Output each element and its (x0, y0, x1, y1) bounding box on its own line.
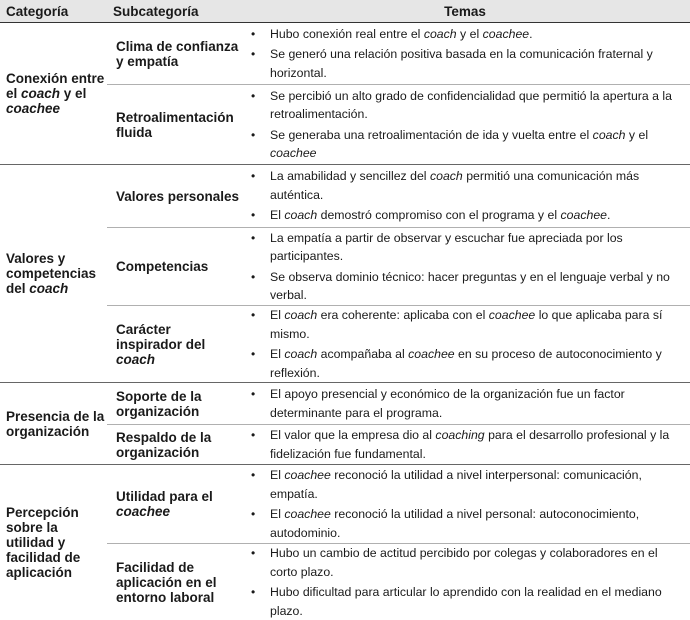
subcategory-cell: Soporte de la organización (107, 383, 240, 425)
theme-text: La amabilidad y sencillez del coach permitió una comunicación más auténtica. (270, 169, 639, 202)
theme-text: El coach era coherente: aplicaba con el coachee lo que aplicaba para sí mismo. (270, 308, 662, 341)
themes-list (240, 466, 690, 542)
bullet-icon: • (251, 167, 255, 186)
bullet-icon: • (251, 505, 255, 524)
themes-list (240, 426, 690, 463)
header-temas: Temas (240, 0, 690, 23)
subcategory-cell: Retroalimentación fluida (107, 85, 240, 165)
theme-text: El coach demostró compromiso con el programa y el coachee. (270, 208, 610, 222)
subcategory-cell: Competencias (107, 228, 240, 306)
subcategory-cell: Carácter inspirador del coach (107, 306, 240, 383)
bullet-icon: • (251, 583, 255, 602)
bullet-icon: • (251, 206, 255, 225)
list-item (240, 87, 690, 124)
themes-list (240, 385, 690, 422)
subcategory-cell: Respaldo de la organización (107, 425, 240, 465)
list-item (240, 206, 690, 225)
themes-list (240, 229, 690, 305)
list-item (240, 385, 690, 422)
list-item (240, 25, 690, 44)
theme-text: Hubo un cambio de actitud percibido por colegas y colaboradores en el corto plazo. (270, 546, 658, 579)
bullet-icon: • (251, 544, 255, 563)
theme-text: Hubo conexión real entre el coach y el coachee. (270, 27, 533, 41)
bullet-icon: • (251, 87, 255, 106)
theme-text: Se percibió un alto grado de confidencialidad que permitió la apertura a la retroalimentación. (270, 89, 672, 122)
list-item (240, 426, 690, 463)
subcategory-cell: Valores personales (107, 165, 240, 228)
subcategory-cell: Utilidad para el coachee (107, 465, 240, 544)
table-row (0, 465, 690, 544)
theme-text: Se generó una relación positiva basada en la comunicación fraternal y horizontal. (270, 47, 653, 80)
theme-text: Se observa dominio técnico: hacer preguntas y en el lenguaje verbal y no verbal. (270, 270, 670, 303)
bullet-icon: • (251, 466, 255, 485)
theme-text: La empatía a partir de observar y escuchar fue apreciada por los participantes. (270, 231, 623, 264)
list-item (240, 466, 690, 503)
bullet-icon: • (251, 385, 255, 404)
bullet-icon: • (251, 45, 255, 64)
header-subcategoria: Subcategoría (107, 0, 240, 23)
category-cell: Percepción sobre la utilidad y facilidad de aplicación (0, 465, 107, 620)
bullet-icon: • (251, 229, 255, 248)
header-categoria: Categoría (0, 0, 107, 23)
subcategory-cell: Facilidad de aplicación en el entorno laboral (107, 544, 240, 620)
table-row (0, 23, 690, 85)
list-item (240, 45, 690, 82)
category-cell: Valores y competencias del coach (0, 165, 107, 383)
list-item (240, 268, 690, 305)
themes-list (240, 87, 690, 163)
category-cell: Conexión entre el coach y el coachee (0, 23, 107, 165)
list-item (240, 126, 690, 163)
bullet-icon: • (251, 306, 255, 325)
list-item (240, 229, 690, 266)
list-item (240, 544, 690, 581)
theme-text: El coach acompañaba al coachee en su proceso de autoconocimiento y reflexión. (270, 347, 662, 380)
bullet-icon: • (251, 345, 255, 364)
header-row (0, 0, 690, 23)
bullet-icon: • (251, 426, 255, 445)
theme-text: El coachee reconoció la utilidad a nivel interpersonal: comunicación, empatía. (270, 468, 642, 501)
themes-list (240, 306, 690, 382)
theme-text: El apoyo presencial y económico de la organización fue un factor determinante para el programa. (270, 387, 625, 420)
theme-text: Hubo dificultad para articular lo aprendido con la realidad en el mediano plazo. (270, 585, 662, 618)
theme-text: El coachee reconoció la utilidad a nivel personal: autoconocimiento, autodominio. (270, 507, 639, 540)
category-cell: Presencia de la organización (0, 383, 107, 465)
themes-list (240, 544, 690, 620)
list-item (240, 345, 690, 382)
list-item (240, 505, 690, 542)
list-item (240, 306, 690, 343)
themes-list (240, 25, 690, 83)
subcategory-cell: Clima de confianza y empatía (107, 23, 240, 85)
bullet-icon: • (251, 126, 255, 145)
bullet-icon: • (251, 25, 255, 44)
themes-list (240, 167, 690, 225)
list-item (240, 167, 690, 204)
bullet-icon: • (251, 268, 255, 287)
table-row (0, 165, 690, 228)
list-item (240, 583, 690, 620)
theme-text: Se generaba una retroalimentación de ida y vuelta entre el coach y el coachee (270, 128, 648, 161)
table-row (0, 383, 690, 425)
theme-text: El valor que la empresa dio al coaching para el desarrollo profesional y la fidelización fue fundamental. (270, 428, 669, 461)
